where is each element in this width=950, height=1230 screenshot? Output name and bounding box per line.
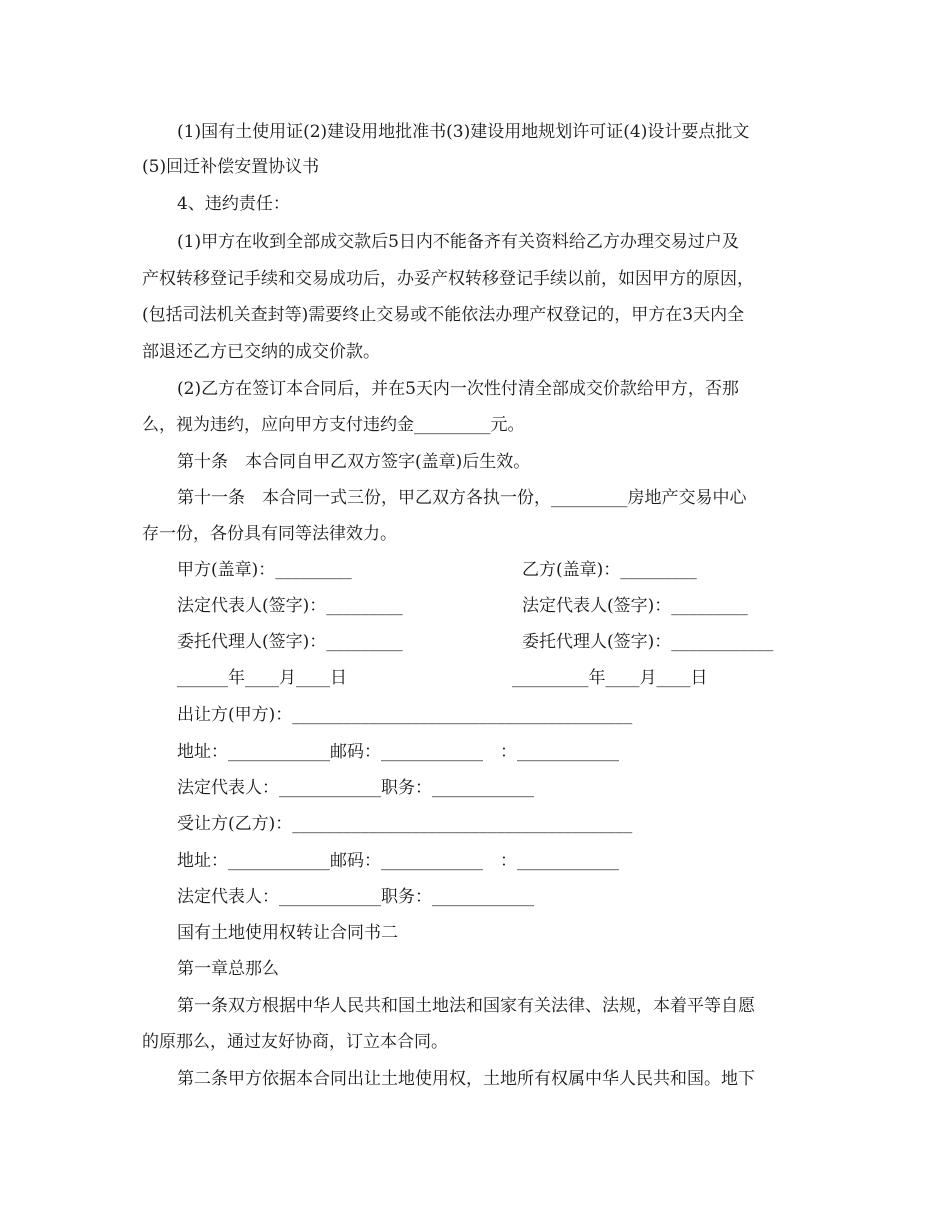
- signature-party-a: 甲方(盖章)：_________: [177, 560, 352, 580]
- party-line: 法定代表人：____________职务：____________: [177, 778, 534, 798]
- paragraph-line: 产权转移登记手续和交易成功后，办妥产权转移登记手续以前，如因甲方的原因，: [142, 269, 754, 289]
- signature-legal-rep-b: 法定代表人(签字)：_________: [522, 596, 748, 616]
- paragraph-line: 存一份，各份具有同等法律效力。: [142, 524, 397, 544]
- signature-date-a: ______年____月____日: [177, 668, 347, 688]
- signature-agent-a: 委托代理人(签字)：_________: [177, 632, 403, 652]
- signature-party-b: 乙方(盖章)：_________: [522, 560, 697, 580]
- paragraph-line: 第一条双方根据中华人民共和国土地法和国家有关法律、法规，本着平等自愿: [177, 996, 755, 1016]
- article-line: 第十一条 本合同一式三份，甲乙双方各执一份，_________房地产交易中心: [177, 488, 747, 508]
- paragraph-line: 的原那么，通过友好协商，订立本合同。: [142, 1032, 448, 1052]
- paragraph-line: (包括司法机关查封等)需要终止交易或不能依法办理产权登记的，甲方在3天内全: [142, 305, 745, 325]
- party-line: 地址：____________邮码：____________ ：____________: [177, 742, 619, 762]
- signature-agent-b: 委托代理人(签字)：____________: [522, 632, 774, 652]
- chapter-heading: 第一章总那么: [177, 959, 279, 979]
- party-line: 法定代表人：____________职务：____________: [177, 887, 534, 907]
- party-line: 地址：____________邮码：____________ ：____________: [177, 851, 619, 871]
- document-title: 国有土地使用权转让合同书二: [177, 923, 398, 943]
- paragraph-line: 第二条甲方依据本合同出让土地使用权，土地所有权属中华人民共和国。地下: [177, 1069, 755, 1089]
- party-line: 出让方(甲方)：________________________________________: [177, 705, 633, 725]
- paragraph-line: 么，视为违约，应向甲方支付违约金_________元。: [142, 415, 525, 435]
- party-line: 受让方(乙方)：________________________________________: [177, 814, 633, 834]
- paragraph-line: (2)乙方在签订本合同后，并在5天内一次性付清全部成交价款给甲方，否那: [177, 379, 739, 399]
- paragraph-line: 部退还乙方已交纳的成交价款。: [142, 342, 380, 362]
- signature-date-b: _________年____月____日: [512, 668, 708, 688]
- signature-legal-rep-a: 法定代表人(签字)：_________: [177, 596, 403, 616]
- paragraph-line: (5)回迁补偿安置协议书: [142, 157, 320, 177]
- paragraph-line: (1)国有土使用证(2)建设用地批准书(3)建设用地规划许可证(4)设计要点批文: [177, 122, 750, 142]
- paragraph-line: (1)甲方在收到全部成交款后5日内不能备齐有关资料给乙方办理交易过户及: [177, 232, 739, 252]
- section-heading: 4、违约责任：: [177, 194, 290, 214]
- article-line: 第十条 本合同自甲乙双方签字(盖章)后生效。: [177, 452, 531, 472]
